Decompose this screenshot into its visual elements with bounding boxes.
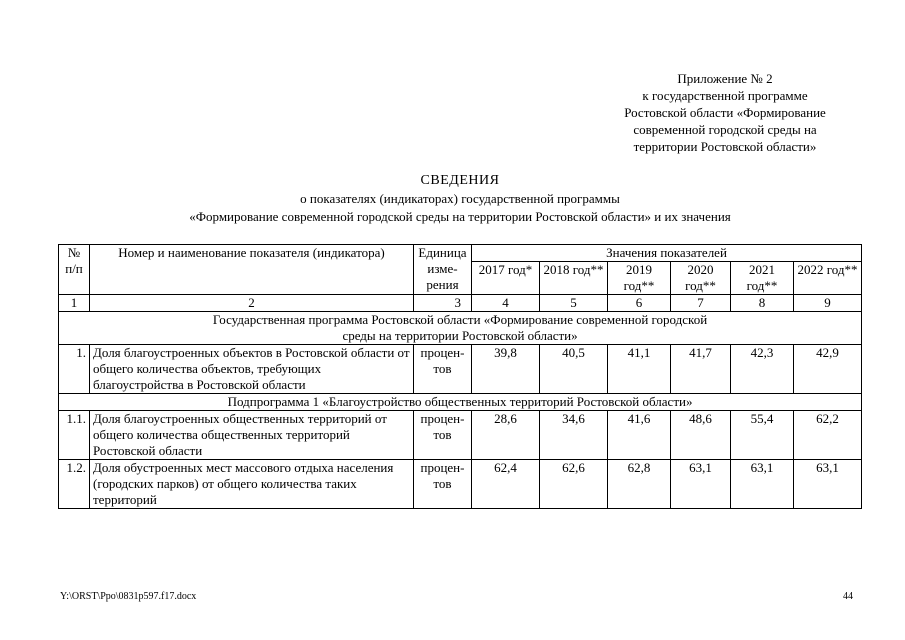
col-number: 9	[794, 295, 862, 312]
footer-file-path: Y:\ORST\Ppo\0831p597.f17.docx	[60, 591, 197, 602]
annex-line: к государственной программе	[642, 88, 808, 103]
annex-line: Приложение № 2	[677, 71, 773, 86]
col-number: 1	[59, 295, 90, 312]
row-value: 63,1	[671, 460, 731, 509]
column-numbers-row	[59, 295, 862, 312]
row-value: 62,8	[608, 460, 671, 509]
col-number: 6	[608, 295, 671, 312]
row-no: 1.1.	[59, 411, 90, 460]
table-row	[59, 345, 862, 394]
row-value: 40,5	[540, 345, 608, 394]
title-heading: СВЕДЕНИЯ	[420, 173, 500, 188]
row-unit: процен- тов	[414, 345, 472, 394]
row-value: 41,1	[608, 345, 671, 394]
row-value: 34,6	[540, 411, 608, 460]
header-row-1	[59, 245, 862, 262]
section-program-title: Государственная программа Ростовской области «Формирование современной городской среды на территории Ростовской области»	[59, 312, 862, 345]
section-row-subprogram	[59, 394, 862, 411]
table-row	[59, 460, 862, 509]
header-year: 2019 год**	[608, 262, 671, 295]
header-no: № п/п	[59, 245, 90, 295]
header-year: 2017 год*	[472, 262, 540, 295]
col-number: 2	[90, 295, 414, 312]
header-name: Номер и наименование показателя (индикатора)	[90, 245, 414, 295]
row-unit: процен- тов	[414, 460, 472, 509]
table-row	[59, 411, 862, 460]
col-number: 4	[472, 295, 540, 312]
header-unit: Единица изме- рения	[414, 245, 472, 295]
row-value: 62,4	[472, 460, 540, 509]
col-number: 5	[540, 295, 608, 312]
row-value: 48,6	[671, 411, 731, 460]
section-subprogram-title: Подпрограмма 1 «Благоустройство общественных территорий Ростовской области»	[59, 394, 862, 411]
header-year: 2018 год**	[540, 262, 608, 295]
row-value: 42,9	[794, 345, 862, 394]
annex-header	[600, 70, 850, 155]
row-no: 1.2.	[59, 460, 90, 509]
col-number: 3	[414, 295, 472, 312]
row-unit: процен- тов	[414, 411, 472, 460]
document-title	[60, 172, 860, 226]
title-line-2: о показателях (индикаторах) государственной программы	[300, 191, 620, 206]
annex-line: территории Ростовской области»	[633, 139, 817, 154]
row-value: 63,1	[731, 460, 794, 509]
header-year: 2020 год**	[671, 262, 731, 295]
row-name: Доля благоустроенных общественных территорий от общего количества общественных территорий Ростовской области	[90, 411, 414, 460]
header-year: 2022 год**	[794, 262, 862, 295]
row-value: 28,6	[472, 411, 540, 460]
indicators-table	[58, 244, 862, 509]
row-name: Доля обустроенных мест массового отдыха населения (городских парков) от общего количества таких территорий	[90, 460, 414, 509]
title-line-3: «Формирование современной городской среды на территории Ростовской области» и их значения	[189, 209, 731, 224]
row-value: 39,8	[472, 345, 540, 394]
section-row-program	[59, 312, 862, 345]
annex-line: Ростовской области «Формирование	[624, 105, 826, 120]
header-values-group: Значения показателей	[472, 245, 862, 262]
col-number: 7	[671, 295, 731, 312]
row-name: Доля благоустроенных объектов в Ростовской области от общего количества объектов, требующих благоустройства в Ростовской области	[90, 345, 414, 394]
row-value: 62,2	[794, 411, 862, 460]
row-value: 41,6	[608, 411, 671, 460]
col-number: 8	[731, 295, 794, 312]
row-value: 41,7	[671, 345, 731, 394]
row-value: 63,1	[794, 460, 862, 509]
row-value: 42,3	[731, 345, 794, 394]
row-no: 1.	[59, 345, 90, 394]
header-year: 2021 год**	[731, 262, 794, 295]
footer-page-number: 44	[843, 591, 853, 602]
row-value: 62,6	[540, 460, 608, 509]
annex-line: современной городской среды на	[633, 122, 817, 137]
row-value: 55,4	[731, 411, 794, 460]
